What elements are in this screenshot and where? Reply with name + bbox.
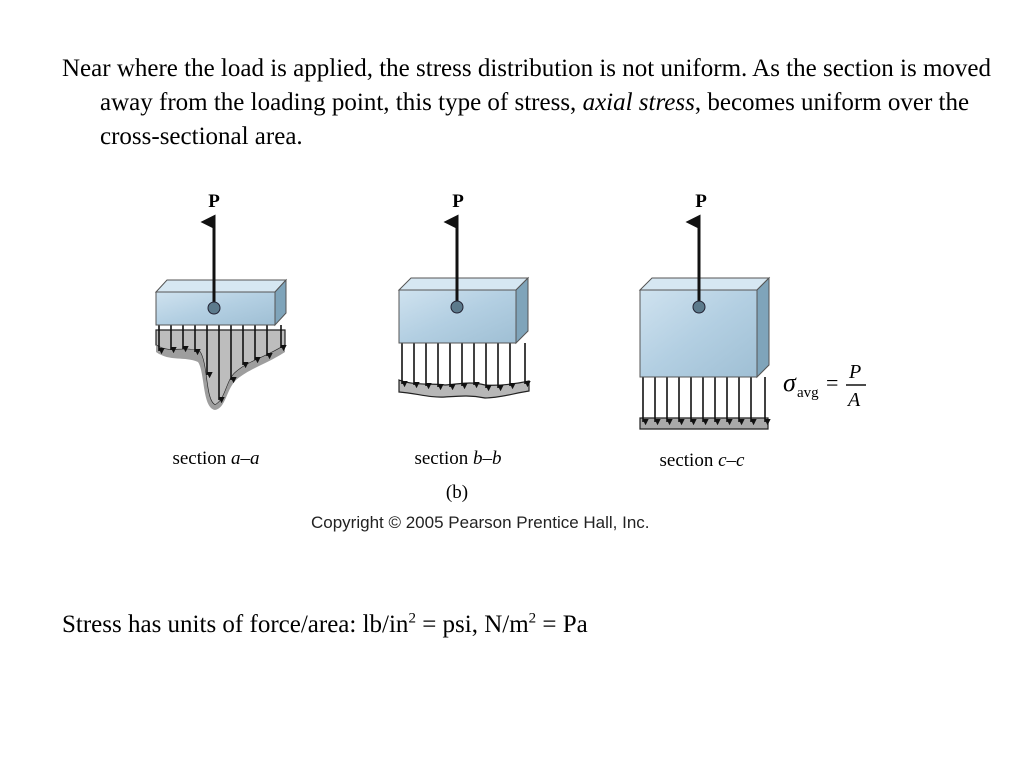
copyright-notice: Copyright © 2005 Pearson Prentice Hall, Inc.: [311, 513, 650, 532]
section-c-stress-profile: [640, 418, 768, 429]
section-b-block-side: [516, 278, 528, 343]
section-c-stress-arrows: [643, 377, 765, 422]
section-a-block-face: [156, 292, 275, 325]
section-b-block-face: [399, 290, 516, 343]
intro-text-1: Near where the load is applied, the stress distribution is not uniform. As the section is moved away from the loading point, this type of stress,: [62, 55, 992, 116]
section-c-load-point: [693, 301, 705, 313]
section-a-caption: section a–a: [172, 448, 260, 469]
units-exponent-1: 2: [408, 610, 416, 627]
section-b-diagram: [399, 191, 529, 469]
formula-denominator: A: [848, 389, 861, 411]
formula-sigma: σ: [783, 368, 796, 397]
subfigure-label: (b): [445, 482, 469, 503]
intro-paragraph: [62, 52, 1000, 154]
section-c-diagram: [640, 191, 769, 471]
formula-subscript: avg: [797, 385, 819, 401]
units-statement: Stress has units of force/area: $lb/in^2$ = psi, $N/m^2 = Pa$: [62, 610, 588, 638]
formula-equals: =: [826, 370, 839, 395]
section-b-block-top: [399, 278, 528, 290]
section-a-load-point: [208, 302, 220, 314]
average-stress-formula: [783, 361, 866, 411]
intro-italic-term: axial stress: [582, 89, 695, 116]
section-b-caption: section b–b: [414, 448, 502, 469]
section-c-caption: section c–c: [659, 450, 745, 471]
section-a-load-label: P: [208, 191, 220, 212]
section-a-stress-arrows: [159, 325, 281, 400]
section-b-stress-profile: [399, 380, 529, 398]
section-c-block-face: [640, 290, 757, 377]
section-b-load-point: [451, 301, 463, 313]
section-a-block-side: [275, 280, 286, 325]
section-c-load-label: P: [695, 191, 707, 212]
section-b-stress-arrows: [402, 343, 525, 388]
units-exponent-2: 2: [528, 610, 537, 627]
section-c-block-top: [640, 278, 769, 290]
section-b-load-label: P: [452, 191, 464, 212]
section-a-diagram: [156, 191, 286, 469]
section-c-block-side: [757, 278, 769, 377]
intro-text-2: , becomes uniform over the cross-sectional area.: [100, 89, 970, 150]
section-a-stress-profile: [156, 330, 285, 405]
formula-numerator: P: [849, 361, 862, 383]
section-a-block-top: [156, 280, 286, 292]
